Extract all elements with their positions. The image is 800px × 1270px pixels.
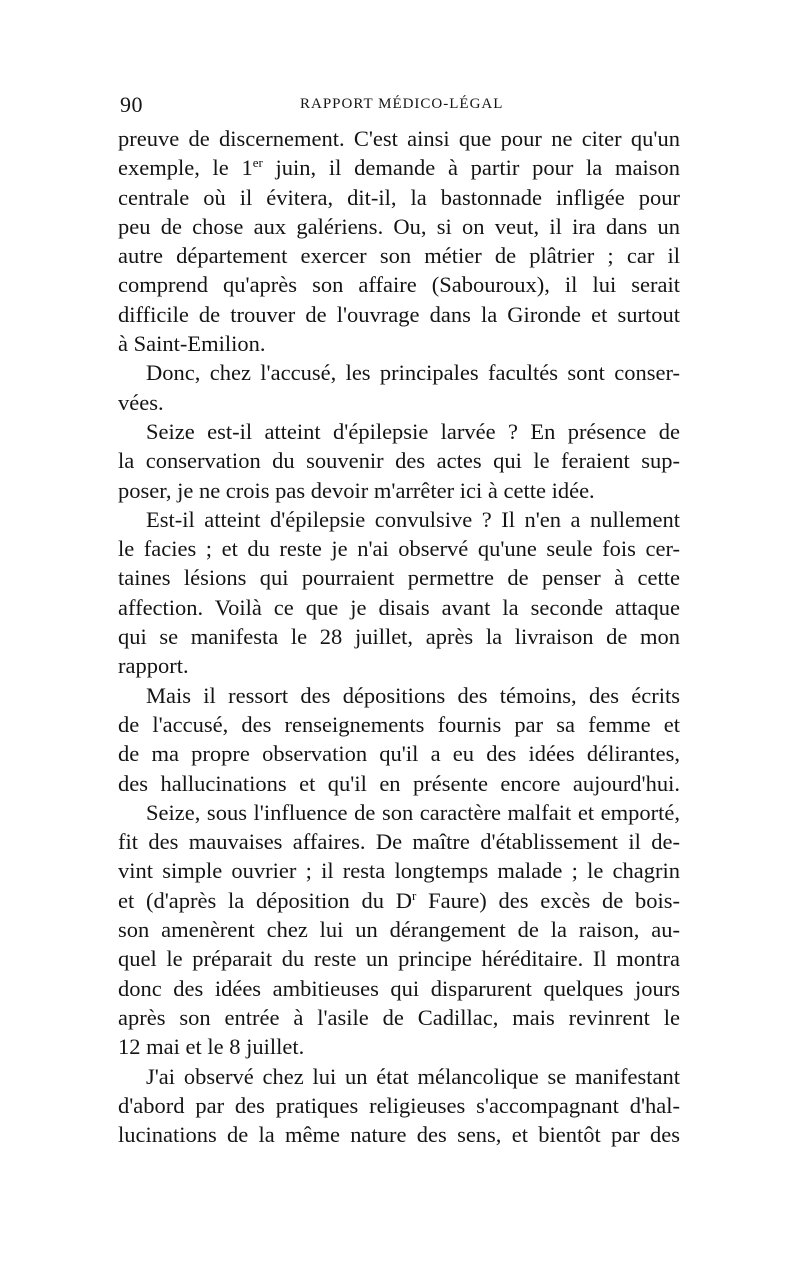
text-line: des hallucinations et qu'il en présente encore aujourd'hui. xyxy=(118,770,680,796)
text-line: Donc, chez l'accusé, les principales facultés sont conser- xyxy=(146,360,680,386)
superscript: r xyxy=(411,887,417,903)
text-line: Mais il ressort des dépositions des témoins, des écrits xyxy=(146,682,680,708)
text-line: à Saint-Emilion. xyxy=(118,331,266,357)
text-line xyxy=(118,886,680,915)
superscript: er xyxy=(252,155,263,171)
text-line: qui se manifesta le 28 juillet, après la livraison de mon xyxy=(118,624,680,650)
text-segment: juin, il demande à partir pour la maison xyxy=(262,155,680,181)
text-line xyxy=(118,153,680,182)
text-segment: et (d'après la déposition du D xyxy=(118,887,412,913)
text-line: Est-il atteint d'épilepsie convulsive ? Il n'en a nullement xyxy=(146,506,680,532)
text-line: taines lésions qui pourraient permettre de penser à cette xyxy=(118,565,680,591)
text-line: vint simple ouvrier ; il resta longtemps malade ; le chagrin xyxy=(118,858,680,884)
text-line: après son entrée à l'asile de Cadillac, mais revinrent le xyxy=(118,1004,680,1030)
text-line: poser, je ne crois pas devoir m'arrêter ici à cette idée. xyxy=(118,477,595,503)
text-line: 12 mai et le 8 juillet. xyxy=(118,1034,305,1060)
page-header xyxy=(120,92,680,122)
text-line: de ma propre observation qu'il a eu des idées délirantes, xyxy=(118,741,680,767)
text-line: son amenèrent chez lui un dérangement de la raison, au- xyxy=(118,917,680,943)
page-number: 90 xyxy=(120,92,143,117)
text-line: donc des idées ambitieuses qui disparurent quelques jours xyxy=(118,975,680,1001)
text-line: centrale où il évitera, dit-il, la bastonnade infligée pour xyxy=(118,184,680,210)
text-line: autre département exercer son métier de plâtrier ; car il xyxy=(118,243,680,269)
text-line: quel le préparait du reste un principe héréditaire. Il montra xyxy=(118,946,680,972)
text-line: Seize est-il atteint d'épilepsie larvée ? En présence de xyxy=(146,418,680,444)
text-line: lucinations de la même nature des sens, et bientôt par des xyxy=(118,1122,680,1148)
text-segment: exemple, le 1 xyxy=(118,155,253,181)
text-line: Seize, sous l'influence de son caractère malfait et emporté, xyxy=(146,799,680,825)
text-line: preuve de discernement. C'est ainsi que pour ne citer qu'un xyxy=(118,126,680,151)
text-line: fit des mauvaises affaires. De maître d'établissement il de- xyxy=(118,829,680,855)
text-line: la conservation du souvenir des actes qui le feraient sup- xyxy=(118,448,680,474)
body-text xyxy=(118,124,680,1149)
text-segment: Faure) des excès de bois- xyxy=(416,887,680,913)
text-line: difficile de trouver de l'ouvrage dans la Gironde et surtout xyxy=(118,301,680,327)
running-head: RAPPORT MÉDICO-LÉGAL xyxy=(300,96,504,112)
text-line: affection. Voilà ce que je disais avant la seconde attaque xyxy=(118,594,680,620)
text-line: de l'accusé, des renseignements fournis par sa femme et xyxy=(118,711,680,737)
text-line: vées. xyxy=(118,389,164,415)
text-line: J'ai observé chez lui un état mélancolique se manifestant xyxy=(146,1063,680,1089)
text-line: peu de chose aux galériens. Ou, si on veut, il ira dans un xyxy=(118,213,680,239)
text-line: rapport. xyxy=(118,653,189,679)
text-line: d'abord par des pratiques religieuses s'accompagnant d'hal- xyxy=(118,1092,680,1118)
text-line: le facies ; et du reste je n'ai observé qu'une seule fois cer- xyxy=(118,536,680,562)
text-line: comprend qu'après son affaire (Sabouroux), il lui serait xyxy=(118,272,680,298)
